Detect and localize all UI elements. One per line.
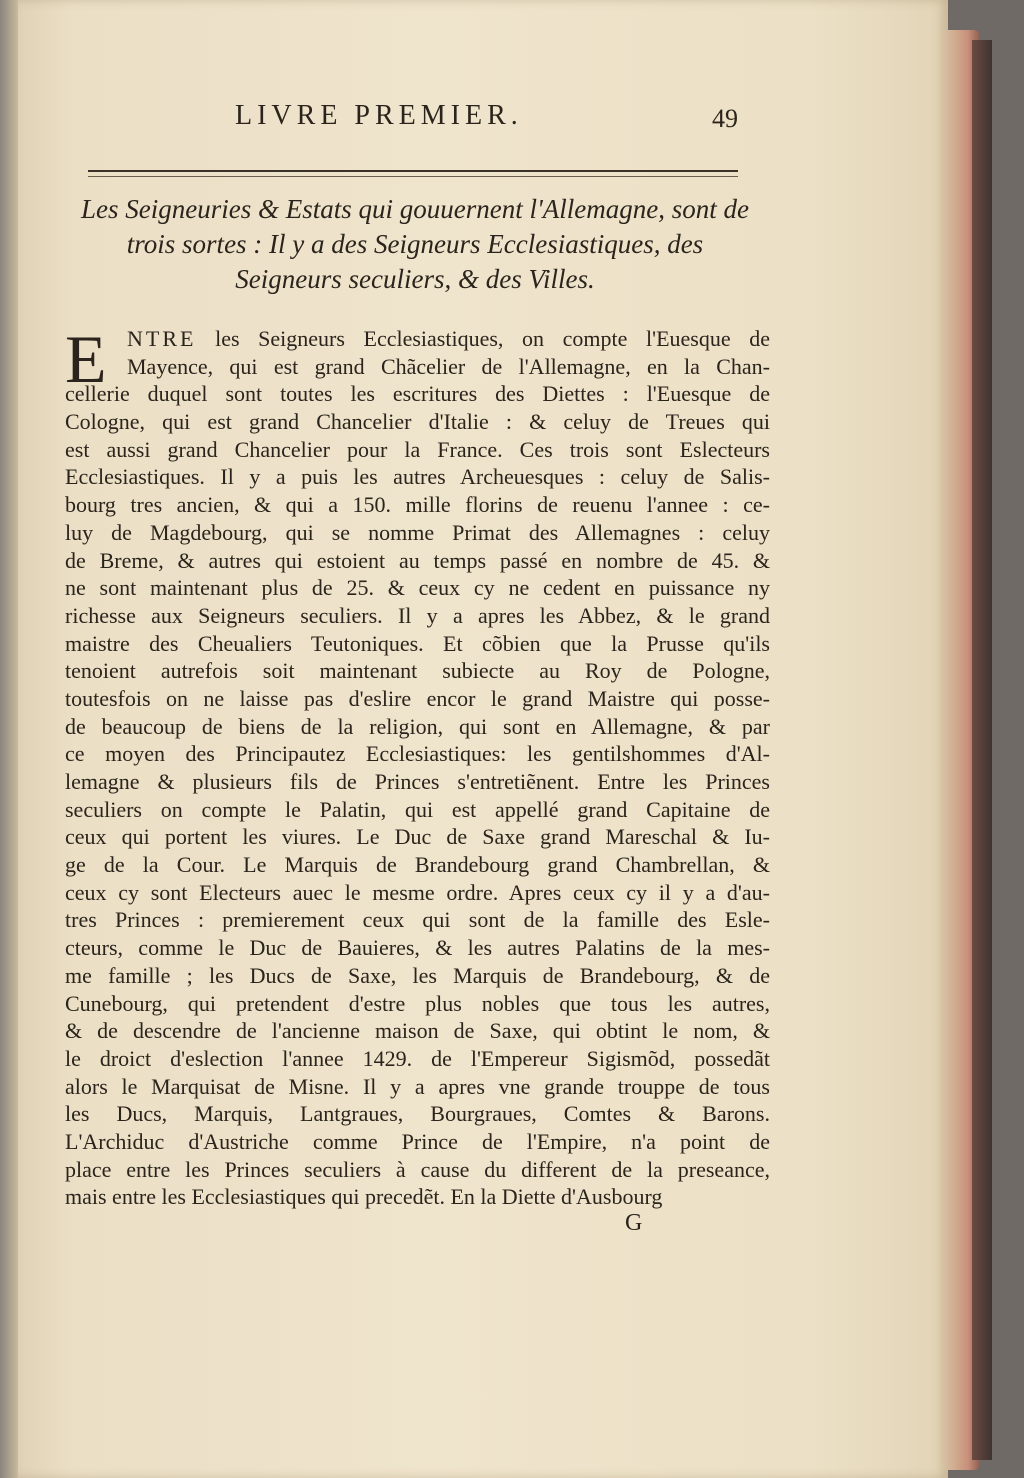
text-line: alors le Marquisat de Misne. Il y a apres vne grande trouppe de tous [65, 1073, 770, 1099]
text-line: seculiers on compte le Palatin, qui est appellé grand Capitaine de [65, 796, 770, 822]
book-binding-edge [972, 40, 992, 1460]
drop-cap: E [65, 321, 107, 397]
text-line: bourg tres ancien, & qui a 150. mille florins de reuenu l'annee : ce- [65, 492, 770, 518]
text-line: de beaucoup de biens de la religion, qui sont en Allemagne, & par [65, 713, 770, 739]
text-line: richesse aux Seigneurs seculiers. Il y a apres les Abbez, & le grand [65, 602, 770, 628]
text-line: toutesfois on ne laisse pas d'eslire encor le grand Maistre qui posse- [65, 685, 770, 711]
text-line: Cunebourg, qui pretendent d'estre plus nobles que tous les autres, [65, 990, 770, 1016]
text-line: ceux qui portent les viures. Le Duc de Saxe grand Mareschal & Iu- [65, 824, 770, 850]
text-line: lemagne & plusieurs fils de Princes s'entretiẽnent. Entre les Princes [65, 769, 770, 794]
section-heading [60, 192, 770, 297]
text-line: mais entre les Ecclesiastiques qui precedẽt. En la Diette d'Ausbourg [65, 1184, 663, 1210]
header-rule-secondary [88, 176, 738, 177]
first-word-smallcaps: NTRE [127, 326, 197, 351]
header-rule [88, 170, 738, 172]
section-heading-line: Seigneurs seculiers, & des Villes. [235, 264, 595, 294]
text-line: ne sont maintenant plus de 25. & ceux cy ne cedent en puissance ny [65, 575, 770, 601]
text-line: ge de la Cour. Le Marquis de Brandebourg grand Chambrellan, & [65, 852, 770, 878]
text-line: tres Princes : premierement ceux qui sont de la famille des Esle- [65, 907, 770, 933]
text-line: de Breme, & autres qui estoient au temps passé en nombre de 45. & [65, 547, 770, 573]
text-line: le droict d'eslection l'annee 1429. de l'Empereur Sigismõd, possedãt [65, 1045, 770, 1071]
section-heading-line: trois sortes : Il y a des Seigneurs Ecclesiastiques, des [126, 229, 704, 259]
text-line: & de descendre de l'ancienne maison de Saxe, qui obtint le nom, & [65, 1018, 770, 1044]
section-heading-line: Les Seigneuries & Estats qui gouuernent l'Allemagne, sont de [81, 194, 749, 224]
text-line: les Ducs, Marquis, Lantgraues, Bourgraues, Comtes & Barons. [65, 1101, 770, 1127]
text-line-content: les Seigneurs Ecclesiastiques, on compte l'Euesque de [215, 326, 770, 351]
text-line: me famille ; les Ducs de Saxe, les Marquis de Brandebourg, & de [65, 962, 770, 988]
text-line: ceux cy sont Electeurs auec le mesme ordre. Apres ceux cy il y a d'au- [65, 879, 770, 905]
running-header-title: LIVRE PREMIER. [235, 100, 523, 131]
text-line: Cologne, qui est grand Chancelier d'Italie : & celuy de Treues qui [65, 409, 770, 435]
text-line: tenoient autrefois soit maintenant subiecte au Roy de Pologne, [65, 658, 770, 684]
page-number: 49 [712, 104, 738, 133]
text-line [65, 325, 770, 353]
text-line: ce moyen des Principautez Ecclesiastiques: les gentilshommes d'Al- [65, 741, 770, 767]
text-line: cellerie duquel sont toutes les escritures des Diettes : l'Euesque de [65, 381, 770, 407]
text-line: est aussi grand Chancelier pour la France. Ces trois sont Eslecteurs [65, 436, 770, 462]
text-line: Mayence, qui est grand Chãcelier de l'Allemagne, en la Chan- [127, 353, 770, 379]
catchword: G [625, 1210, 643, 1236]
text-line: maistre des Cheualiers Teutoniques. Et cõbien que la Prusse qu'ils [65, 630, 770, 656]
text-line: L'Archiduc d'Austriche comme Prince de l'Empire, n'a point de [65, 1128, 770, 1154]
text-line: luy de Magdebourg, qui se nomme Primat des Allemagnes : celuy [65, 519, 770, 545]
text-line: cteurs, comme le Duc de Bauieres, & les autres Palatins de la mes- [65, 935, 770, 961]
body-paragraph [65, 321, 770, 1211]
text-line: Ecclesiastiques. Il y a puis les autres Archeuesques : celuy de Salis- [65, 464, 770, 490]
text-line: place entre les Princes seculiers à cause du different de la preseance, [65, 1156, 770, 1182]
